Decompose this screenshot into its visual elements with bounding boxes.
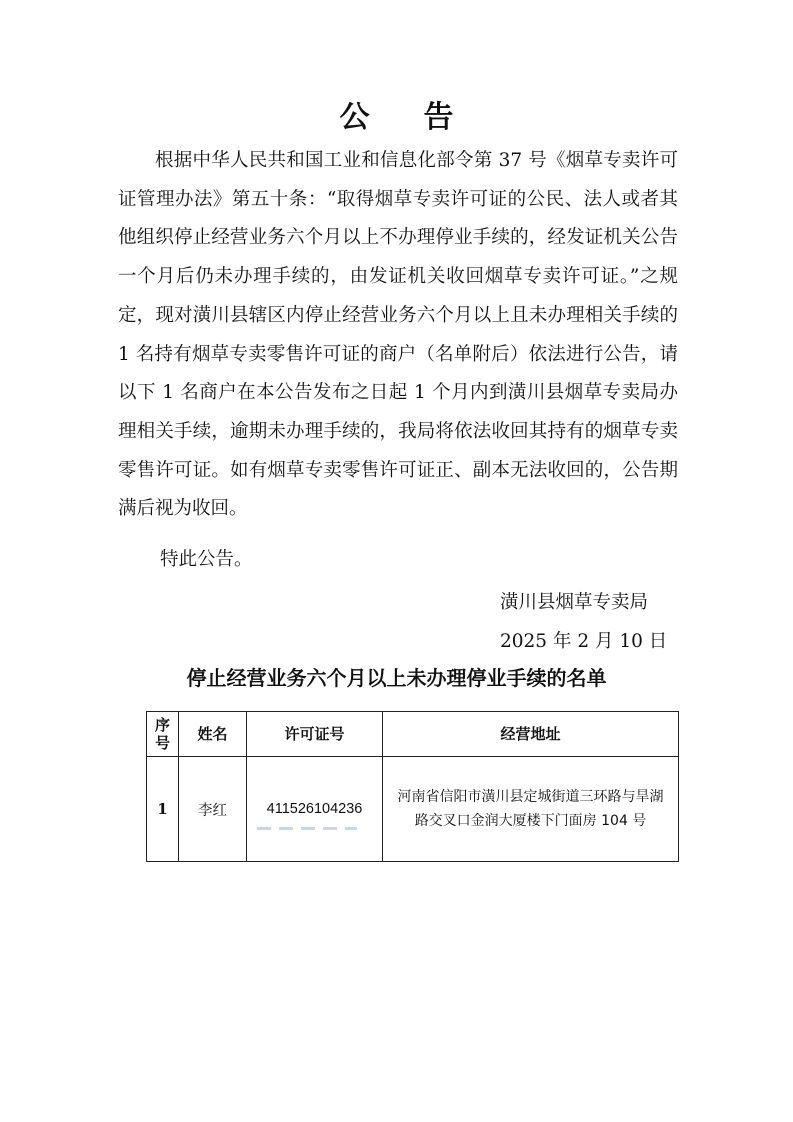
notice-body: 根据中华人民共和国工业和信息化部令第 37 号《烟草专卖许可证管理办法》第五十条：“取得烟草专卖许可证的公民、法人或者其他组织停止经营业务六个月以上不办理停业手续的，经发证机关公告一个月后仍未办理手续的，由发证机关收回烟草专卖许可证。”之规定，现对潢川县辖区内停止经营业务六个月以上且未办理相关手续的 1 名持有烟草专卖零售许可证的商户（名单附后）依法进行公告，请以下 1 名商户在本公告发布之日起 1 个月内到潢川县烟草专卖局办理相关手续，逾期未办理手续的，我局将依法收回其持有的烟草专卖零售许可证。如有烟草专卖零售许可证正、副本无法收回的，公告期满后视为收回。 xyxy=(118,150,678,520)
redaction-mark xyxy=(257,827,357,830)
header-name: 姓名 xyxy=(179,712,247,757)
row-address: 河南省信阳市潢川县定城街道三环路与旱湖路交叉口金润大厦楼下门面房 104 号 xyxy=(383,757,679,862)
table-header-row xyxy=(147,712,679,757)
notice-date: 2025 年 2 月 10 日 xyxy=(500,631,668,652)
license-number: 411526104236 xyxy=(266,801,363,817)
row-license xyxy=(247,757,383,862)
table-row xyxy=(147,757,679,862)
merchant-table xyxy=(146,711,679,862)
row-seq: 1 xyxy=(147,757,179,862)
row-name: 李红 xyxy=(179,757,247,862)
header-license: 许可证号 xyxy=(247,712,383,757)
header-seq: 序号 xyxy=(147,712,179,757)
issuing-authority: 潢川县烟草专卖局 xyxy=(500,592,649,613)
list-title: 停止经营业务六个月以上未办理停业手续的名单 xyxy=(186,666,607,690)
notice-title: 公告 xyxy=(339,100,508,135)
notice-closing: 特此公告。 xyxy=(160,549,253,570)
header-address: 经营地址 xyxy=(383,712,679,757)
